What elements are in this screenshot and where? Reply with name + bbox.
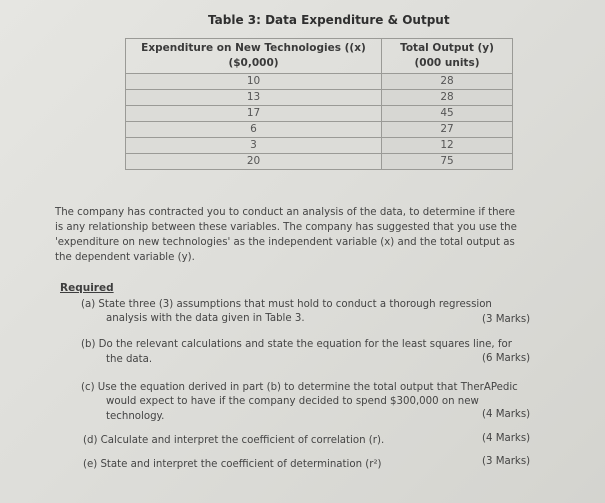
output-cell: 12: [382, 138, 513, 154]
expenditure-cell: 17: [126, 106, 382, 122]
question-d-marks: (4 Marks): [482, 433, 531, 444]
table-row: [126, 74, 513, 90]
question-e-marks: (3 Marks): [482, 456, 531, 467]
question-c-line-2: would expect to have if the company decided to spend $300,000 on new: [106, 396, 479, 407]
question-b-line-2: the data.: [106, 354, 153, 365]
expenditure-header-line-2: ($0,000): [228, 57, 279, 69]
question-c-line-3: technology.: [106, 411, 165, 422]
table-header-row: [126, 39, 513, 74]
table-row: [126, 106, 513, 122]
expenditure-cell: 10: [126, 74, 382, 90]
output-header-line-2: (000 units): [414, 57, 480, 69]
output-cell: 75: [382, 154, 513, 170]
expenditure-column-header: [126, 39, 382, 74]
question-d-line-1: (d) Calculate and interpret the coefficient of correlation (r).: [83, 435, 385, 446]
question-a-line-1: (a) State three (3) assumptions that must hold to conduct a thorough regression: [81, 299, 492, 310]
table-row: [126, 138, 513, 154]
paragraph-line: 'expenditure on new technologies' as the independent variable (x) and the total output as: [55, 237, 515, 248]
output-header-line-1: Total Output (y): [400, 42, 494, 54]
table-row: [126, 90, 513, 106]
paragraph-line: the dependent variable (y).: [55, 252, 195, 263]
table-title: Table 3: Data Expenditure & Output: [208, 13, 450, 27]
output-cell: 27: [382, 122, 513, 138]
table-row: [126, 154, 513, 170]
expenditure-cell: 6: [126, 122, 382, 138]
output-cell: 28: [382, 74, 513, 90]
output-cell: 45: [382, 106, 513, 122]
required-heading: Required: [60, 282, 114, 294]
table-row: [126, 122, 513, 138]
question-a-line-2: analysis with the data given in Table 3.: [106, 313, 305, 324]
question-c-marks: (4 Marks): [482, 409, 531, 420]
paragraph-line: The company has contracted you to conduct an analysis of the data, to determine if there: [55, 207, 516, 218]
intro-paragraph: [55, 205, 580, 265]
data-table: [125, 38, 513, 170]
output-cell: 28: [382, 90, 513, 106]
question-a-marks: (3 Marks): [482, 314, 531, 325]
expenditure-cell: 20: [126, 154, 382, 170]
expenditure-cell: 3: [126, 138, 382, 154]
expenditure-cell: 13: [126, 90, 382, 106]
paragraph-line: is any relationship between these variables. The company has suggested that you use the: [55, 222, 517, 233]
question-c-line-1: (c) Use the equation derived in part (b) to determine the total output that TherAPedic: [81, 382, 518, 393]
question-e-line-1: (e) State and interpret the coefficient of determination (r²): [83, 459, 382, 470]
output-column-header: [382, 39, 513, 74]
question-b-marks: (6 Marks): [482, 353, 531, 364]
expenditure-header-line-1: Expenditure on New Technologies ((x): [141, 42, 366, 54]
question-b-line-1: (b) Do the relevant calculations and state the equation for the least squares line, for: [81, 339, 512, 350]
